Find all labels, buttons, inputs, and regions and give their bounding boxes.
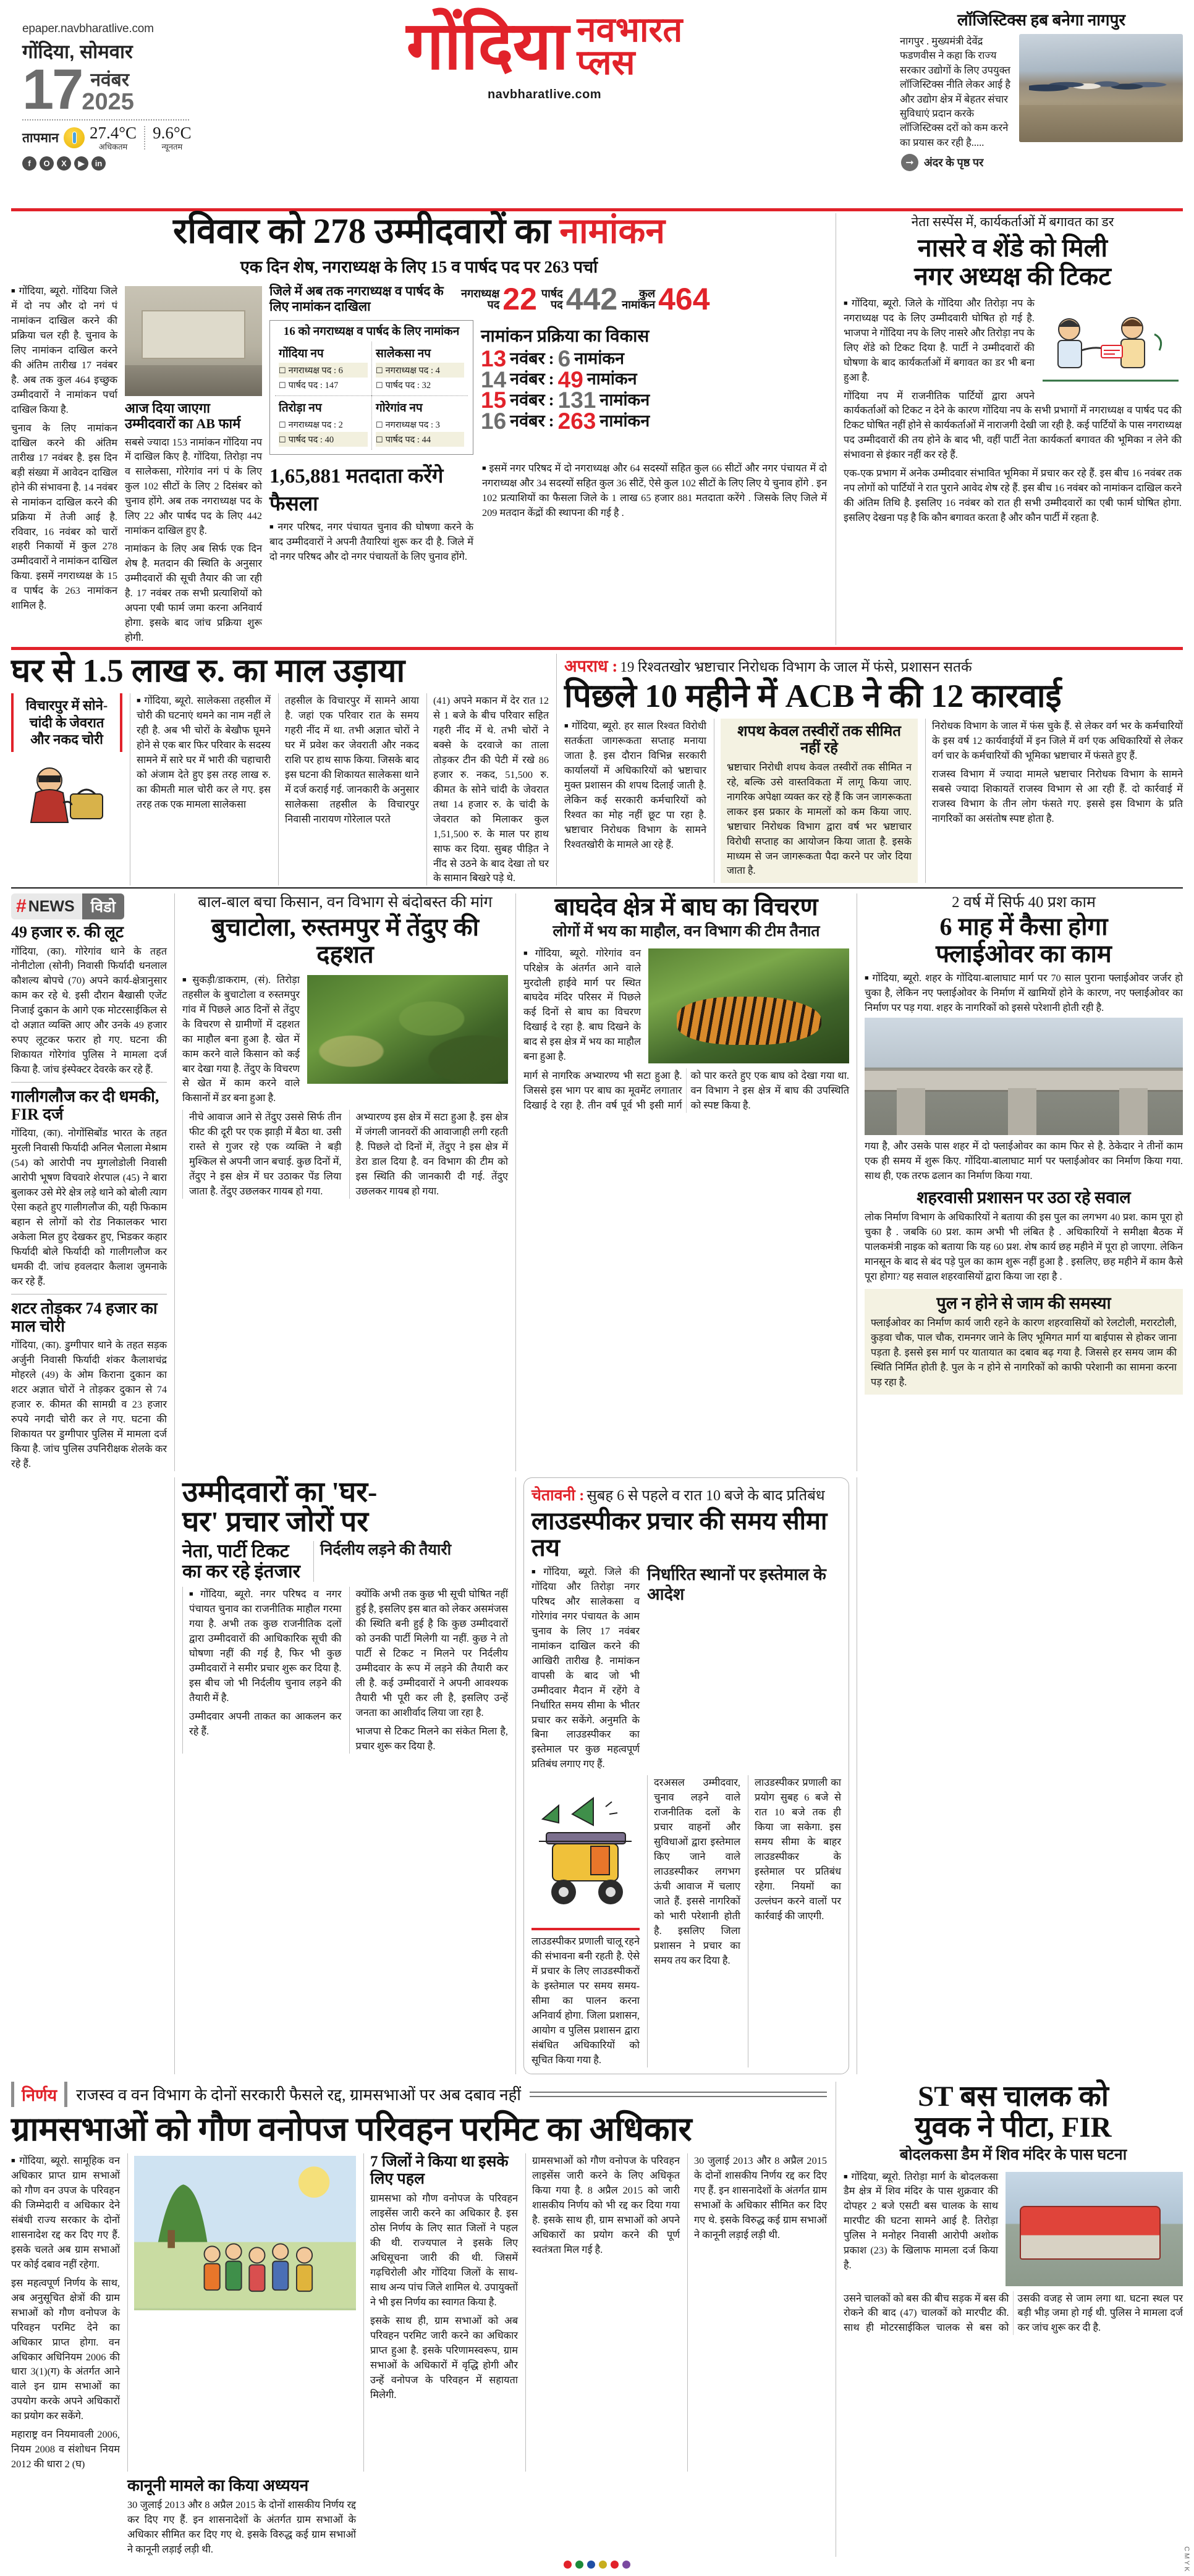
- lead-section: [11, 213, 1183, 645]
- video-badge-label[interactable]: विडो: [82, 893, 124, 919]
- progress-day: 14: [481, 366, 507, 392]
- bus-col-1: [844, 2169, 998, 2286]
- flyover-sub2-body: फ्लाईओवर का निर्माण कार्य जारी रहने के कारण शहरवासियों को रेलटोली, मरारटोली, कुड़वा चौक, पाल चौक, रामनगर जाने के लिए भूमिगत मार्ग या बाईपास से होकर जाना पड़ता है. इससे इस मार्ग पर यातायात का दबाव बढ़ गया है. जिससे हर समय जाम की स्थिति निर्मित होती है. पुल के न होने से नागरिकों को काफी परेशानी का सामना करना पड़ रहा है.: [871, 1316, 1177, 1388]
- tiger-col-1: [523, 946, 641, 1065]
- stat-1-label: नगराध्यक्ष पद: [461, 287, 500, 311]
- voters-text: ■ नगर परिषद, नगर पंचायत चुनाव की घोषणा करने के बाद उम्मीदवारों ने अपनी तैयारियां शुरू कर दी है. जिले में दो नगर परिषद और दो नगर पंचायतों के लिए चुनाव होंगे.: [269, 521, 473, 562]
- flyover-headline-1: 6 माह में कैसा होगा: [939, 913, 1108, 941]
- progress-head: नामांकन प्रक्रिया का विकास: [481, 326, 650, 346]
- voters-right: [482, 461, 827, 564]
- top-ad-more[interactable]: [900, 154, 1183, 171]
- arrow-right-icon: ➞: [901, 154, 918, 171]
- progress-count: 6: [557, 345, 571, 371]
- lead-ab-text2: नामांकन के लिए अब सिर्फ एक दिन शेष है. मतदान की स्थिति के अनुसार उम्मीदवारों की सूची तैयार की जा रही है. 17 नवंबर तक सभी प्रत्याशियों को अपना एबी फार्म जमा करना अनिवार्य होगा. इसके बाद जांच प्रक्रिया शुरू होगी.: [125, 543, 262, 643]
- tiger-body2: मार्ग से नागरिक अभ्यारण्य भी सटा हुआ है. जिससे इस भाग पर बाघ का मूवमेंट लगातार दिखाई दे रहा है. तीन वर्ष पूर्व भी इसी मार्ग को पार करते हुए एक बाघ को देखा गया था. वन विभाग ने इस क्षेत्र में बाघ की उपस्थिति को स्पष्ट किया है.: [523, 1070, 849, 1112]
- databox-body-row: [269, 320, 827, 455]
- table-cell-gondia: [275, 342, 371, 395]
- stat-2-label: पार्षद पद: [541, 287, 563, 311]
- acb-story: [556, 654, 1183, 886]
- progress-unit: नामांकन: [599, 391, 650, 410]
- right-top-body2: गोंदिया नप में राजनीतिक पार्टियों द्वारा अपने कार्यकर्ताओं को टिकट न देने के कारण गोंदिया नप के सभी प्रभागों में नगराध्यक्ष व पार्षद पद की टिकट घोषित नहीं होने से कार्यकर्ताओं में नाराजगी देखी जा रही है. कई पार्टियों के पास नगराध्यक्ष पद उम्मीदवारों की तय होने के बाद भी, वहीं पार्टी नेता कार्यकर्ता बगावत की भूमिका न लेने की संभावना से इंकार नहीं कर रहे हैं.: [844, 389, 1182, 461]
- acb-columns: [564, 719, 1183, 883]
- top-ad-text: नागपुर . मुख्यमंत्री देवेंद्र फडणवीस ने कहा कि राज्य सरकार उद्योगों के लिए उपयुक्त लॉजिस्टिक्स नीति लेकर आई है और उद्योग क्षेत्र में बेहतर संचार सुविधाएं प्रदान करके लॉजिस्टिक्स दरों को कम करने का प्रयास कर रही है.....: [900, 35, 1010, 148]
- acb-headline: पिछले 10 महीने में ACB ने की 12 कारवाई: [564, 678, 1062, 714]
- date-year: 2025: [82, 89, 134, 116]
- flyover-sub1-body: लोक निर्माण विभाग के अधिकारियों ने बताया की इस पुल का लगभग 40 प्रश. काम पूरा हो चुका है . जबकि 60 प्रश. काम अभी भी लंबित है . अधिकारियों ने समीक्षा बैठक में पालकमंत्री नाइक को बताया कि यह 60 प्रश. शेष कार्य छह महीने में पूरा हो जाएगा. लेकिन मानसून के बाद से बंद पड़े पुल का काम शुरू नहीं हुआ है . इसलिए, छह महीने में काम कैसे पूरा होगा? यह सवाल शहरवासियों द्वारा किया जा रहा है .: [865, 1210, 1183, 1282]
- decision-col1c: महाराष्ट्र वन नियमावली 2006, नियम 2008 व संशोधन नियम 2012 की धारा 2 (घ): [11, 2428, 120, 2470]
- stat-2-value: 442: [565, 281, 618, 316]
- cell-line: ☐ नगराध्यक्ष पद : 2: [279, 417, 368, 432]
- tiger-cols: [523, 946, 849, 1065]
- temperature-row: [11, 125, 197, 151]
- lead-headline-part1: रविवार को 278 उम्मीदवारों का: [173, 212, 560, 251]
- cell-line: ☐ नगराध्यक्ष पद : 3: [376, 417, 464, 432]
- masthead-logo: [197, 9, 892, 102]
- brief-2-headline: गालीगलौज कर दी धमकी, FIR दर्ज: [11, 1087, 159, 1124]
- decision-headline: ग्रामसभाओं को गौण वनोपज परिवहन परमिट का अधिकार: [11, 2110, 692, 2148]
- tiger-story: [515, 893, 849, 1471]
- cell-title: तिरोड़ा नप: [279, 402, 322, 415]
- ghar-ghar-body3: उम्मीदवार अपनी ताकत का आकलन कर रहे हैं.: [189, 1710, 342, 1737]
- progress-row: 13 नवंबर : 6 नामांकन: [481, 345, 625, 371]
- loudspeaker-body3: दरअसल उम्मीदवार, चुनाव लड़ने वाले राजनीतिक दलों के प्रचार वाहनों और सुविधाओं द्वारा इस्तेमाल किए जाने वाले लाउडस्पीकर लगभग ऊंची आवाज में चलाए जाते हैं. इससे नागरिकों को भारी परेशानी होती है. इसलिए जिला प्रशासन ने प्रचार का समय तय कर दिया है.: [654, 1776, 740, 1966]
- temp-max-value: 27.4°C: [90, 124, 137, 143]
- facebook-icon[interactable]: f: [22, 156, 36, 171]
- temp-max-block: [90, 125, 137, 151]
- decision-lower-1: [11, 2477, 120, 2557]
- decision-col2-head: 7 जिलों ने किया था इसके लिए पहल: [370, 2153, 509, 2188]
- bus-body: ■ गोंदिया, ब्यूरो. तिरोड़ा मार्ग के बोदलकसा डैम क्षेत्र में शिव मंदिर के पास शुक्रवार की दोपहर 2 बजे एसटी बस चालक के साथ मारपीट की घटना सामने आई है. तिरोड़ा पुलिस ने मनोहर निवासी आरोपी अशोक प्रकाश (23) के खिलाफ मामला दर्ज किया है.: [844, 2171, 998, 2271]
- voters-text2: ■ इसमें नगर परिषद में दो नगराध्यक्ष और 64 सदस्यों सहित कुल 66 सीटों और नगर पंचायत में दो नगराध्यक्ष और 34 सदस्यों सहित कुल 36 सीटें, ऐसे कुल 102 सीटों के लिए लिए ये चुनाव होंगे . इन 102 प्रत्याशियों का फैसला जिले के 1 लाख 65 हजार 881 मतदाता करेंगे . जिसके लिए जिले में 209 मतदान केंद्रों की स्थापना की गई है .: [482, 462, 827, 518]
- lead-col1-text: ■ गोंदिया, ब्यूरो. गोंदिया जिले में दो नप और दो नगं पं नामांकन दाखिल करने की प्रक्रिया चल रही है. चुनाव के लिए नामांकन दाखिल करने की अंतिम तारीख 17 नवंबर है. अब तक कुल 464 इच्छुक उम्मीदवारों ने नामांकन पर्चा दाखिल किया है.: [11, 285, 117, 415]
- tiger-headline: बाघदेव क्षेत्र में बाघ का विचरण: [554, 893, 818, 921]
- bus-headline-1: ST बस चालक को: [918, 2080, 1109, 2113]
- bus-body2: उसने चालकों को बस की बीच सड़क में बस की रोकने की बाद (47) चालकों को मारपीट की. साथ ही मोटरसाईकिल चालक से बस को उसकी वजह से जाम लगा था. घटना स्थल पर बड़ी भीड़ जमा हो गई थी. पुलिस ने मामला दर्ज कर जांच शुरू कर दी है.: [844, 2292, 1183, 2334]
- flyover-sub2-box: [865, 1289, 1183, 1395]
- ghar-ghar-col-2: [349, 1587, 509, 1753]
- decision-col2: ग्रामसभा को गौण वनोपज के परिवहन लाइसेंस जारी करने का अधिकार है. इस ठोस निर्णय के लिए सात जिलों ने पहल की थी. राज्यपाल ने इसके लिए अधिसूचना जारी की थी. जिसमें गढ़चिरोली और गोंदिया जिलों के साथ-साथ अन्य पांच जिले शामिल थे. उपायुक्तों ने भी इस निर्णय का स्वागत किया है.: [370, 2192, 518, 2308]
- crime-col-c-text: (41) अपने मकान में देर रात 12 से 1 बजे के बीच परिवार सहित गहरी नींद में थे. तभी चोरों ने बक्से के दरवाजे का ताला तोड़कर टीन की पेटी में रखे 86 हजार रु. नकद, 51,500 रु. कीमत के सोने चांदी के जेवरात तथा 14 हजार रु. के चांदी के जेवरात को मिलाकर कुल 1,51,500 रु. के माल पर हाथ साफ कर दिया. सुबह पीड़ित ने नींद से उठने के बाद देखा तो घर के सामान बिखरे पड़े थे.: [433, 695, 549, 884]
- bus-headline-2: युवक ने पीटा, FIR: [915, 2111, 1112, 2143]
- logo-sub-line1: नवभारत: [577, 9, 683, 49]
- ghar-ghar-body4: भाजपा से टिकट मिलने का संकेत मिला है, प्रचार शुरू कर दिया है.: [355, 1725, 508, 1752]
- acb-mid-head: शपथ केवल तस्वीरों तक सीमित नहीं रहे: [737, 724, 901, 756]
- ghar-ghar-side: [182, 1541, 306, 1582]
- progress-count: 263: [557, 408, 596, 434]
- crime-columns: [11, 693, 549, 885]
- loudspeaker-kicker: सुबह 6 से पहले व रात 10 बजे के बाद प्रतिबंध: [586, 1487, 825, 1504]
- decision-col-3: [525, 2153, 680, 2472]
- loudspeaker-body1: ■ गोंदिया, ब्यूरो. जिले की गोंदिया और तिरोड़ा नगर परिषद और सालेकसा व गोरेगांव नगर पंचायत के आम चुनाव के लिए 17 नवंबर नामांकन दाखिल करने की आखिरी तारीख है. नामांकन वापसी के बाद जो भी उम्मीदवार मैदान में रहेंगे वे निर्धारित समय सीमा के भीतर प्रचार कर सकेंगे. अनुमति के बिना लाउडस्पीकर का इस्तेमाल पर कुछ महत्वपूर्ण प्रतिबंध लगाए गए हैं.: [531, 1566, 640, 1770]
- temp-min-caption: न्यूनतम: [161, 142, 183, 152]
- date-day: 17: [22, 58, 82, 121]
- crime-headline: घर से 1.5 लाख रु. का माल उड़ाया: [11, 652, 405, 689]
- social-links[interactable]: [11, 156, 197, 171]
- temp-separator: [144, 126, 145, 150]
- color-registration-dots: [11, 2557, 1183, 2570]
- loudspeaker-subhead: निर्धारित स्थानों पर इस्तेमाल के आदेश: [647, 1565, 826, 1604]
- acb-body1: ■ गोंदिया, ब्यूरो. हर साल रिश्वत विरोधी सतर्कता जागरूकता सप्ताह मनाया जाता है. इस दौरान विभिन्न सरकारी कार्यालयों में अधिकारियों को भ्रष्टाचार मुक्त प्रशासन की शपथ दिलाई जाती है. लेकिन कई सरकारी कर्मचारियों को रिश्वत का मोह नहीं छूट पा रहा है. भ्रष्टाचार निरोधक विभाग के सामने रिश्वतखोरी के मामले आ रहे हैं.: [564, 720, 706, 850]
- temp-max-caption: अधिकतम: [98, 142, 128, 152]
- lead-col-2: [125, 284, 262, 645]
- leopard-col-1: [182, 973, 300, 1106]
- decision-photo-col: [127, 2153, 356, 2472]
- flyover-body: ■ गोंदिया, ब्यूरो. शहर के गोंदिया-बालाघाट मार्ग पर 70 साल पुराना फ्लाईओवर जर्जर हो चुका है, लेकिन नए फ्लाईओवर के निर्माण में खामियों होने के कारण, नए फ्लाईओवर का निर्माण पर पड़ गया. शहर के नागरिकों को इससे परेशानी होती रही है.: [865, 972, 1183, 1013]
- loudspeaker-col-3: [748, 1775, 841, 2067]
- ghar-ghar-body2: क्योंकि अभी तक कुछ भी सूची घोषित नहीं हुई है, इसलिए इस बात को लेकर असमंजस की स्थिति बनी हुई है कि कुछ उम्मीदवारों को उनकी पार्टी मिलेगी या नहीं. कुछ ने तो पार्टी से टिकट न मिलने पर निर्दलीय उम्मीदवार के रूप में लड़ने की तैयारी कर ली है. कई उम्मीदवारों ने अपनी आवश्यक तैयारी भी पूरी कर ली है, इसलिए उन्हें जनता का आशीर्वाद लिया जा रहा है.: [355, 1588, 508, 1718]
- loudspeaker-story: [515, 1477, 849, 2074]
- website-url[interactable]: navbharatlive.com: [487, 88, 602, 101]
- flyover-sub1-head: शहरवासी प्रशासन पर उठा रहे सवाल: [917, 1188, 1131, 1207]
- nagar-parishad-office-photo: [125, 286, 262, 396]
- crime-side-box: विचारपुर में सोने-चांदी के जेवरात और नकद चोरी: [11, 693, 122, 752]
- dot-blue: [587, 2561, 595, 2569]
- leopard-story: [174, 893, 508, 1471]
- top-ad[interactable]: [892, 9, 1183, 171]
- cell-line: ☐ पार्षद पद : 44: [376, 432, 464, 447]
- brief-3-headline: शटर तोड़कर 74 हजार का माल चोरी: [11, 1299, 158, 1335]
- ghar-ghar-side-right-text: निर्दलीय लड़ने की तैयारी: [320, 1542, 452, 1559]
- loudspeaker-body2: लाउडस्पीकर प्रणाली चालू रहने की संभावना बनी रहती है. ऐसे में प्रचार के लिए लाउडस्पीकरों के इस्तेमाल पर समय समय-सीमा का पालन करना अनिवार्य होगा. जिला प्रशासन, आयोग व पुलिस प्रशासन द्वारा संबंधित अधिकारियों को सूचित किया गया है.: [531, 1935, 640, 2066]
- stat-total: [622, 281, 710, 316]
- table-grid: [275, 342, 468, 450]
- decision-col1b: इस महत्वपूर्ण निर्णय के साथ, अब अनुसूचित क्षेत्रों की ग्राम सभाओं को गौण वनोपज के परिवहन परमिट देने का अधिकार प्राप्त होगा. वन अधिकार अधिनियम 2006 की धारा 3(1)(ग) के अंतर्गत आने वाले इन ग्राम सभाओं का उपयोग करके अपने अधिकारों का प्रयोग कर सकेंगे.: [11, 2276, 120, 2422]
- stat-3-value: 464: [658, 281, 710, 316]
- epaper-url[interactable]: epaper.navbharatlive.com: [22, 22, 154, 35]
- loudspeaker-box: [523, 1477, 849, 2074]
- progress-month: नवंबर: [510, 391, 545, 410]
- lead-ab-head: आज दिया जाएगा उम्मीदवारों का AB फार्म: [125, 400, 241, 431]
- lead-col-1: [11, 284, 117, 645]
- voters-left: [269, 461, 473, 564]
- decision-rule: [530, 2092, 827, 2097]
- ghar-ghar-sub-row: [182, 1541, 508, 1582]
- cell-title: गोंदिया नप: [279, 347, 324, 361]
- decision-tag: निर्णय: [11, 2082, 67, 2107]
- right-top-body-wrap: [844, 296, 1182, 525]
- campaign-spacer: [11, 1477, 167, 2074]
- lead-headline-red: नामांकन: [559, 212, 665, 251]
- bhoomi-pujan-photo: [1019, 34, 1183, 142]
- right-top-headline-1: नासरे व शेंडे को मिली: [917, 234, 1108, 262]
- right-top-story: [836, 213, 1182, 645]
- acb-col-1: [564, 719, 706, 883]
- crime-col-a: [130, 693, 271, 885]
- dot-yellow: [599, 2561, 607, 2569]
- loudspeaker-headline: लाउडस्पीकर प्रचार की समय सीमा तय: [531, 1506, 828, 1561]
- decision-col4: ग्रामसभाओं को गौण वनोपज के परिवहन लाइसेंस जारी करने के लिए अधिकृत किया गया है. 8 अप्रैल 2015 को जारी शासकीय निर्णय को भी रद्द कर दिया गया है. इसके साथ ही, ग्राम सभाओं को अपने अधिकारों का प्रयोग करने की पूर्ण स्वतंत्रता मिल गई है.: [532, 2155, 680, 2255]
- brief-item-3: [11, 1299, 167, 1471]
- acb-tag: अपराध :: [564, 656, 618, 675]
- flyover-kicker: 2 वर्ष में सिर्फ 40 प्रश काम: [952, 894, 1096, 911]
- bus-cols: [844, 2169, 1183, 2286]
- leopard-col-2: [182, 1110, 342, 1199]
- flyover-headline-2: फ्लाईओवर का काम: [936, 939, 1112, 968]
- brief-item-2: [11, 1087, 167, 1289]
- stat-1-value: 22: [502, 281, 537, 316]
- progress-day: 15: [481, 387, 507, 413]
- databox-table: [269, 320, 473, 455]
- decision-col-1: [11, 2153, 120, 2472]
- lead-main: [11, 213, 827, 645]
- progress-count: 49: [557, 366, 583, 392]
- flyover-body2: गया है, और उसके पास शहर में दो फ्लाईओवर का काम फिर से है. ठेकेदार ने तीनों काम एक ही समय में शुरू किए. गोंदिया-बालाघाट मार्ग पर फ्लाईओवर का निर्माण किया गया. साथ ही, एक तरफ ढलान का निर्माण किया गया.: [865, 1139, 1183, 1181]
- thermometer-icon: [64, 127, 85, 148]
- lead-bottom-rule: [11, 647, 1183, 650]
- decision-header: [11, 2082, 827, 2107]
- table-cell-tiroda: [275, 395, 371, 450]
- lead-subhead: एक दिन शेष, नगराध्यक्ष के लिए 15 व पार्षद पद पर 263 पर्चा: [240, 258, 598, 277]
- acb-mid-box: [721, 719, 918, 883]
- temperature-label: तापमान: [22, 130, 59, 146]
- lead-ab-text: सबसे ज्यादा 153 नामांकन गोंदिया नप में दाखिल किए है. गोंदिया, तिरोड़ा नप व सालेकसा, गोरेगांव नगं पं के लिए कुल 102 सीटों के लिए 2 दिसंबर को चुनाव होंगे. अब तक नगराध्यक्ष पद के लिए 22 और पार्षद पद के लिए 442 नामांकन दाखिल हुए है.: [125, 436, 262, 537]
- news-briefs-column: [11, 893, 167, 1471]
- decision-col-4: [687, 2153, 827, 2472]
- nomination-table: [269, 320, 473, 455]
- cell-line: ☐ नगराध्यक्ष पद : 4: [376, 363, 464, 378]
- decision-col3: 30 जुलाई 2013 और 8 अप्रैल 2015 के दोनों शासकीय निर्णय रद्द कर दिए गए हैं. इन शासनादेशों के अंतर्गत ग्राम सभाओं के अधिकार सीमित कर दिए गए थे. इसके विरुद्ध कई ग्राम सभाओं ने कानूनी लड़ाई लड़ी थी.: [694, 2155, 827, 2240]
- decision-col1: ■ गोंदिया, ब्यूरो. सामूहिक वन अधिकार प्राप्त ग्राम सभाओं को गौण वन उपज के परिवहन की जिम्मेदारी व अधिकार देने संबंधी राज्य सरकार के दोनों शासनादेश रद्द कर दिए गए हैं. इसके चलते अब ग्राम सभाओं पर कोई दबाव नहीं रहेगा.: [11, 2155, 120, 2270]
- tiger-body1: ■ गोंदिया, ब्यूरो. गोरेगांव वन परिक्षेत्र के अंतर्गत आने वाले मुरदोली हाईवे मार्ग पर स्थित बाघदेव मंदिर परिसर में पिछले कई दिनों से बाघ का विचरण दिखाई दे रहा है. बाघ दिखने के बाद से इस क्षेत्र में भय का माहौल बना हुआ है.: [523, 947, 641, 1063]
- databox-intro-col: [269, 284, 455, 315]
- campaign-right-spacer: [857, 1477, 1183, 2074]
- date-row: [11, 58, 197, 121]
- top-ad-more-label: अंदर के पृष्ठ पर: [924, 156, 984, 169]
- bus-story: [836, 2082, 1183, 2557]
- table-cell-goregaon: [371, 395, 468, 450]
- crime-col-c: [426, 693, 549, 885]
- progress-month: नवंबर: [510, 411, 545, 430]
- news-text: NEWS: [28, 897, 75, 915]
- bus-subhead: बोदलकसा डैम में शिव मंदिर के पास घटना: [899, 2146, 1127, 2163]
- loudspeaker-kicker-row: [531, 1484, 841, 1505]
- crime-story: [11, 654, 549, 886]
- tiger-kicker: लोगों में भय का माहौल, वन विभाग की टीम तैनात: [553, 923, 820, 940]
- crime-col-b-text: तहसील के विचारपुर में सामने आया है. जहां एक परिवार रात के समय गहरी नींद में था. तभी अज्ञात चोरों ने घर में प्रवेश कर जेवराती और नकद राशि पर हाथ साफ किया. जिसके बाद इस घटना की शिकायत सालेकसा थाने में दर्ज कराई गई. जानकारी के अनुसार सालेकसा तहसील के विचारपुर निवासी नारायण गोरेलाल परते: [285, 695, 419, 825]
- brief-2-body: गोंदिया, (का). नोगोंसिबोंड भारत के तहत मुरली निवासी फिर्यादी अनिल भैलाला मेश्राम (54) को आरोपी नप मुगलोडोली निवासी आरोपी भूषण विचवारे शेरपाल (45) ने बारा बुलाकर उसे मेरे क्षेत्र लड़े थाने को बोली त्याग ऐसा कहते हुए गालीगलौज की, यही फिकाम बहान से लोगों को रोड निकालकर भारा अकेला मिल हुए देखकर हुए, भिडकर कहार फिर्यादी बोले फिर्यादी को गालीगलौज कर धमकी दी. जांच हवलदार कैलाश जुमनाके कर रहे हैं.: [11, 1127, 167, 1287]
- acb-right-body: निरोधक विभाग के जाल में फंस चुके हैं. से लेकर वर्ग भर के कर्मचारियों के इस वर्ष 12 कार्यवाईयों में इन जिले में वर्ग एक अधिकारियों से लेकर वर्ग चार के कर्मचारियों की भूमिका भ्रष्टाचार में फंसते हुए हैं.: [932, 720, 1183, 761]
- progress-count: 131: [557, 387, 596, 413]
- loudspeaker-photo-col: [531, 1775, 640, 2067]
- linkedin-icon[interactable]: in: [91, 156, 106, 171]
- decision-kicker: राजस्व व वन विभाग के दोनों सरकारी फैसले रद्द, ग्रामसभाओं पर अब दबाव नहीं: [76, 2086, 522, 2105]
- table-cell-salekasa: [371, 342, 468, 395]
- crime-sidebox-col: [11, 693, 122, 885]
- tiger-photo-col: [648, 946, 849, 1065]
- ghar-ghar-body1: ■ गोंदिया, ब्यूरो. नगर परिषद व नगर पंचायत चुनाव का राजनीतिक माहौल गरमा गया है. अभी तक कुछ राजनीतिक दलों द्वारा उम्मीदवारों की आधिकारिक सूची की घोषणा नहीं की गई है, फिर भी कुछ उम्मीदवारों ने समीर प्रचार शुरू कर दिया है. इस बीच जो भी निर्दलीय चुनाव लड़ने की तैयारी में है.: [189, 1588, 342, 1704]
- cell-title: गोरेगांव नप: [376, 402, 423, 415]
- ghar-ghar-side-right: [313, 1541, 508, 1582]
- logo-sub-text: [577, 9, 683, 82]
- crime-col-b: [278, 693, 419, 885]
- right-top-body1: ■ गोंदिया, ब्यूरो. जिले के गोंदिया और तिरोड़ा नप के नगराध्यक्ष पद के लिए उम्मीदवारी घोषित हो गई है. भाजपा ने गोंदिया नप के लिए नासरे और तिरोड़ा नप के लिए शेंडे को टिकट दिया है. पार्टी ने उम्मीदवारों की घोषणा के बाद कार्यकर्ताओं में बगावत का डर भी बना हुआ है.: [844, 297, 1035, 383]
- decision-col-2: [363, 2153, 518, 2472]
- loudspeaker-cols: [531, 1565, 841, 1772]
- top-ad-body: [900, 34, 1183, 150]
- leopard-cols-2: [182, 1110, 508, 1199]
- band-rule-1: [11, 887, 1183, 889]
- decision-col3-head: कानूनी मामले का किया अध्ययन: [127, 2477, 309, 2495]
- cell-title: सालेकसा नप: [376, 347, 431, 361]
- stat-parshad: [541, 281, 618, 316]
- decision-col2b: इसके साथ ही, ग्राम सभाओं को अब परिवहन परमिट जारी करने का अधिकार प्राप्त हुआ है. इसके परिणामस्वरूप, ग्राम सभाओं के अधिकारों में वृद्धि होगी और उन्हें वनोपज के परिवहन में सहायता मिलेगी.: [370, 2314, 518, 2401]
- cell-line: ☐ पार्षद पद : 40: [279, 432, 368, 447]
- voters-row: [269, 461, 827, 564]
- ghar-ghar-cols: [182, 1587, 508, 1753]
- leopard-kicker: बाल-बाल बचा किसान, वन विभाग से बंदोबस्त की मांग: [198, 894, 493, 911]
- cell-line: ☐ पार्षद पद : 32: [376, 378, 464, 392]
- flyover-sub2-head: पुल न होने से जाम की समस्या: [936, 1293, 1111, 1312]
- dot-red-2: [611, 2561, 619, 2569]
- dot-green: [575, 2561, 583, 2569]
- temp-min-block: [153, 125, 192, 151]
- progress-row: 15 नवंबर : 131 नामांकन: [481, 387, 650, 413]
- lead-col1-text2: चुनाव के लिए नामांकन दाखिल करने की अंतिम तारीख 17 नवंबर है. इस दिन बड़ी संख्या में आवेदन दाखिल होने की संभावना है. 14 नवंबर से नामांकन दाखिल करने की प्रक्रिया में तेजी आई है. रविवार, 16 नवंबर को चारों शहरी निकायों में कुल 278 उम्मीदवारों ने नामांकन दाखिल किया. इसमें नगराध्यक्ष के 15 व पार्षद के 263 नामांकन शामिल है.: [11, 421, 117, 612]
- progress-unit: नामांकन: [586, 370, 637, 389]
- acb-kicker-row: [564, 654, 1183, 677]
- databox-intro: जिले में अब तक नगराध्यक्ष व पार्षद के लिए नामांकन दाखिला: [269, 284, 444, 315]
- flyover-story: [857, 893, 1183, 1471]
- dot-purple: [622, 2561, 630, 2569]
- news-badge-label: [11, 893, 82, 919]
- hash-icon: #: [16, 896, 27, 917]
- voters-head: 1,65,881 मतदाता करेंगे फैसला: [269, 465, 444, 516]
- progress-unit: नामांकन: [599, 411, 650, 430]
- ghar-ghar-col-1: [182, 1587, 342, 1753]
- crime-acb-band: [11, 654, 1183, 886]
- stat-nagaradhyaksh: [461, 281, 537, 316]
- loudspeaker-auto-cartoon: [531, 1779, 640, 1921]
- acb-kicker: 19 रिश्वतखोर भ्रष्टाचार निरोधक विभाग के जाल में फंसे, प्रशासन सतर्क: [620, 659, 972, 675]
- leopard-field-photo: [307, 975, 508, 1084]
- lead-columns: [11, 281, 827, 645]
- table-head: 16 को नगराध्यक्ष व पार्षद के लिए नामांकन: [283, 324, 460, 338]
- progress-row: 16 नवंबर : 263 नामांकन: [481, 408, 650, 434]
- progress-block: [481, 320, 827, 455]
- logo-main-text: गोंदिया: [406, 8, 569, 83]
- progress-month: नवंबर: [510, 370, 545, 389]
- right-top-kicker: नेता सस्पेंस में, कार्यकर्ताओं में बगावत का डर: [911, 214, 1114, 229]
- cmyk-marker: C M Y K: [1183, 2546, 1190, 2572]
- nomination-stats: [461, 281, 710, 316]
- ghar-ghar-story: [174, 1477, 508, 2074]
- leopard-cols: [182, 973, 508, 1106]
- loudspeaker-body4: लाउडस्पीकर प्रणाली का प्रयोग सुबह 6 बजे से रात 10 बजे तक ही किया जा सकेगा. इस समय सीमा के बाहर लाउडस्पीकर के इस्तेमाल पर प्रतिबंध रहेगा. नियमों का उल्लंघन करने वालों पर कार्रवाई की जाएगी.: [755, 1776, 841, 1922]
- right-top-headline-2: नगर अध्यक्ष की टिकट: [914, 261, 1111, 290]
- lead-headline: [11, 213, 827, 250]
- stat-3-label: कुल नामांकन: [622, 287, 656, 311]
- cell-line: ☐ नगराध्यक्ष पद : 6: [279, 363, 368, 378]
- right-top-body3: एक-एक प्रभाग में अनेक उम्मीदवार संभावित भूमिका में प्रचार कर रहे हैं. इस बीच 16 नवंबर तक नप लोगों को पार्टियों ने रात पुराने आवेद शेष रहे हैं. इस बीच 16 नवंबर को नामांकन दाखिल करने की अंतिम तिथि है. इसलिए 16 नवंबर को रात ही सभी उम्मीदवारों का एबी फार्म घोषित होगा. इसलिए देखना पड़ है कि कौन बगावत करता है और कौन पार्टी में रहता है.: [844, 467, 1182, 524]
- bus-photo-col: [1006, 2169, 1183, 2286]
- databox-row: [269, 281, 827, 316]
- leopard-photo-col: [307, 973, 508, 1106]
- campaign-band: [11, 1477, 1183, 2074]
- leopard-col-3: [349, 1110, 509, 1199]
- edition-place-day: गोंदिया, सोमवार: [22, 41, 133, 62]
- ghar-ghar-side-1: नेता, पार्टी टिकट: [182, 1541, 289, 1562]
- temp-min-value: 9.6°C: [153, 124, 192, 143]
- decision-cols: [11, 2153, 827, 2472]
- masthead-left: [11, 9, 197, 171]
- lead-databox-wrap: [269, 281, 827, 645]
- top-ad-headline: लॉजिस्टिक्स हब बनेगा नागपुर: [957, 11, 1125, 29]
- acb-mid-body: भ्रष्टाचार निरोधी शपथ केवल तस्वीरों तक सीमित न रहे, बल्कि उसे वास्तविकता में लागू किया जाए. नागरिक अपेक्षा व्यक्त कर रहे हैं कि जन जागरूकता लाकर इस प्रकार के मामलों को कम किया जाए. भ्रष्टाचार निरोधक विभाग द्वारा वर्ष भर भ्रष्टाचार विरोधी सप्ताह का आयोजन किया जाता है. इसके माध्यम से जन जागरूकता पैदा करने पर जोर दिया जाता है.: [727, 761, 912, 877]
- middle-band: [11, 893, 1183, 1471]
- brief-3-body: गोंदिया, (का). डुग्गीपार थाने के तहत सड़क अर्जुनी निवासी फिर्यादी शंकर कैलाशचंद्र मोहरले (49) के ओम किराना दुकान का शटर अज्ञात चोरों ने तोड़कर दुकान से 74 हजार रु. कीमत की सामग्री व 23 हजार रुपये नगदी चोरी कर ले गए. घटना की शिकायत पर डुग्गीपार पुलिस में मामला दर्ज किया है. जांच पुलिस उपनिरीक्षक शेलके कर रहे हैं.: [11, 1339, 167, 1469]
- tiger-photo: [648, 948, 849, 1063]
- news-video-badge[interactable]: [11, 893, 141, 919]
- progress-month: नवंबर: [510, 348, 545, 368]
- brief-divider: [11, 1082, 167, 1083]
- progress-unit: नामांकन: [574, 348, 625, 368]
- instagram-icon[interactable]: O: [40, 156, 54, 171]
- leopard-col1-text: ■ सुकड़ी/डाकराम, (सं). तिरोड़ा तहसील के बुचाटोला व रुस्तमपुर गांव में पिछले आठ दिनों से तेंदुए के विचरण से ग्रामीणों में दहशत का माहौल बना हुआ है. खेत में काम करने वाले किसान को कई बार देखा गया है. तेंदुए के विचरण से खेत में काम करने वाले किसानों में डर बना हुआ है.: [182, 974, 300, 1104]
- gram-sabha-illustration: [134, 2156, 356, 2310]
- ghar-ghar-side-2: का कर रहे इंतजार: [182, 1561, 300, 1582]
- acb-right-body2: राजस्व विभाग में ज्यादा मामले भ्रष्टाचार निरोधक विभाग के सामने सबसे ज्यादा शिकायतें राजस्व विभाग से आ रही हैं. दो कार्रवाई में राजस्व विभाग के तीन लोग फंसते गए. इससे इस विभाग के प्रति नागरिकों का असंतोष स्पष्ट होता है.: [932, 767, 1183, 824]
- ticket-cartoon: [1039, 297, 1182, 390]
- decision-lower-2: [127, 2477, 356, 2557]
- progress-row: 14 नवंबर : 49 नामांकन: [481, 366, 637, 392]
- youtube-icon[interactable]: ▶: [74, 156, 88, 171]
- brief-item-1: [11, 923, 167, 1077]
- acb-col-3: [925, 719, 1183, 883]
- loudspeaker-tag: चेतावनी :: [531, 1487, 585, 1504]
- bottom-band: [11, 2082, 1183, 2557]
- progress-day: 13: [481, 345, 507, 371]
- leopard-headline: बुचाटोला, रुस्तमपुर में तेंदुए की दहशत: [211, 913, 480, 968]
- leopard-col3-text: अभ्यारण्य इस क्षेत्र में सटा हुआ है. इस क्षेत्र में जंगली जानवरों की आवाजाही लगी रहती है. पिछले दो दिनों में, तेंदुए ने इस क्षेत्र में डेरा डाल दिया है. वन विभाग की टीम को इस स्थिति की जानकारी दी गई. तेंदुए उछलकर गायब हो गया.: [355, 1111, 508, 1197]
- ghar-ghar-headline-1: उम्मीदवारों का 'घर-: [182, 1476, 378, 1508]
- progress-day: 16: [481, 408, 507, 434]
- masthead: [11, 9, 1183, 206]
- cell-line: ☐ पार्षद पद : 147: [279, 378, 368, 392]
- loudspeaker-lower: [531, 1775, 841, 2067]
- st-bus-photo: [1006, 2172, 1183, 2286]
- dot-red: [564, 2561, 572, 2569]
- loudspeaker-red-rule: [531, 1928, 640, 1930]
- flyover-construction-photo: [865, 1018, 1183, 1135]
- masthead-rule: [11, 208, 1183, 211]
- ghar-ghar-headline-2: घर' प्रचार जोरों पर: [182, 1506, 369, 1538]
- brief-1-body: गोंदिया, (का). गोरेगांव थाने के तहत नोनीटोला (सोनी) निवासी फिर्यादी धनलाल कौशल्य बोपचे (70) अपने कार्य-क्षेत्रानुसार काम कर रहे थे. इसी दौरान बैखासी एजेंट निजाई दुकान के आगे एक मोटरसाईकिल से दो अज्ञात व्यक्ति आए और उनके 49 हजार रुपए लूटकर फरार हो गए. घटना की शिकायत गोरेगांव पुलिस ने मामला दर्ज किया है. जांच इंस्पेक्टर देवरके कर रहे हैं.: [11, 945, 167, 1076]
- loudspeaker-col-1: [531, 1565, 640, 1772]
- decision-story: [11, 2082, 827, 2557]
- brief-1-headline: 49 हजार रु. की लूट: [11, 923, 124, 942]
- logo-sub-line2: प्लस: [577, 43, 635, 82]
- x-twitter-icon[interactable]: X: [57, 156, 71, 171]
- crime-col-a-text: ■ गोंदिया, ब्यूरो. सालेकसा तहसील में चोरी की घटनाएं थमने का नाम नहीं ले रही है. अब भी चोरों के बेखौफ घूमने होने से एक बार फिर परिवार के सदस्य सामने में सारे घर में भारी की चहाचारी को अंजाम देते हुए इस तरह लाख रु. का कीमती माल चोरी कर ले गए. इस तरह तक एक मामला सालेकसा: [137, 695, 271, 810]
- date-month: नवंबर: [90, 70, 130, 91]
- acb-col-2: [714, 719, 918, 883]
- loudspeaker-subhead-col: [647, 1565, 841, 1772]
- decision-col3-repeat: 30 जुलाई 2013 और 8 अप्रैल 2015 के दोनों शासकीय निर्णय रद्द कर दिए गए हैं. इन शासनादेशों के अंतर्गत ग्राम सभाओं के अधिकार सीमित कर दिए गए थे. इसके विरुद्ध कई ग्राम सभाओं ने कानूनी लड़ाई लड़ी थी.: [127, 2499, 356, 2556]
- loudspeaker-col-2: [647, 1775, 740, 2067]
- thief-cartoon-icon: [11, 756, 122, 830]
- leopard-col2-text: नीचे आवाज आने से तेंदुए उससे सिर्फ तीन फीट की दूरी पर एक झाड़ी में बैठा था. उसी रास्ते से गुजर रहे एक व्यक्ति ने बड़ी मुश्किल से अपनी जान बचाई. कुछ दिनों में, तेंदुए ने इस क्षेत्र में घर उठाकर पेंड लिया जाता है. तेंदुए उछलकर गायब हो गया.: [189, 1111, 342, 1197]
- decision-lower: [11, 2477, 827, 2557]
